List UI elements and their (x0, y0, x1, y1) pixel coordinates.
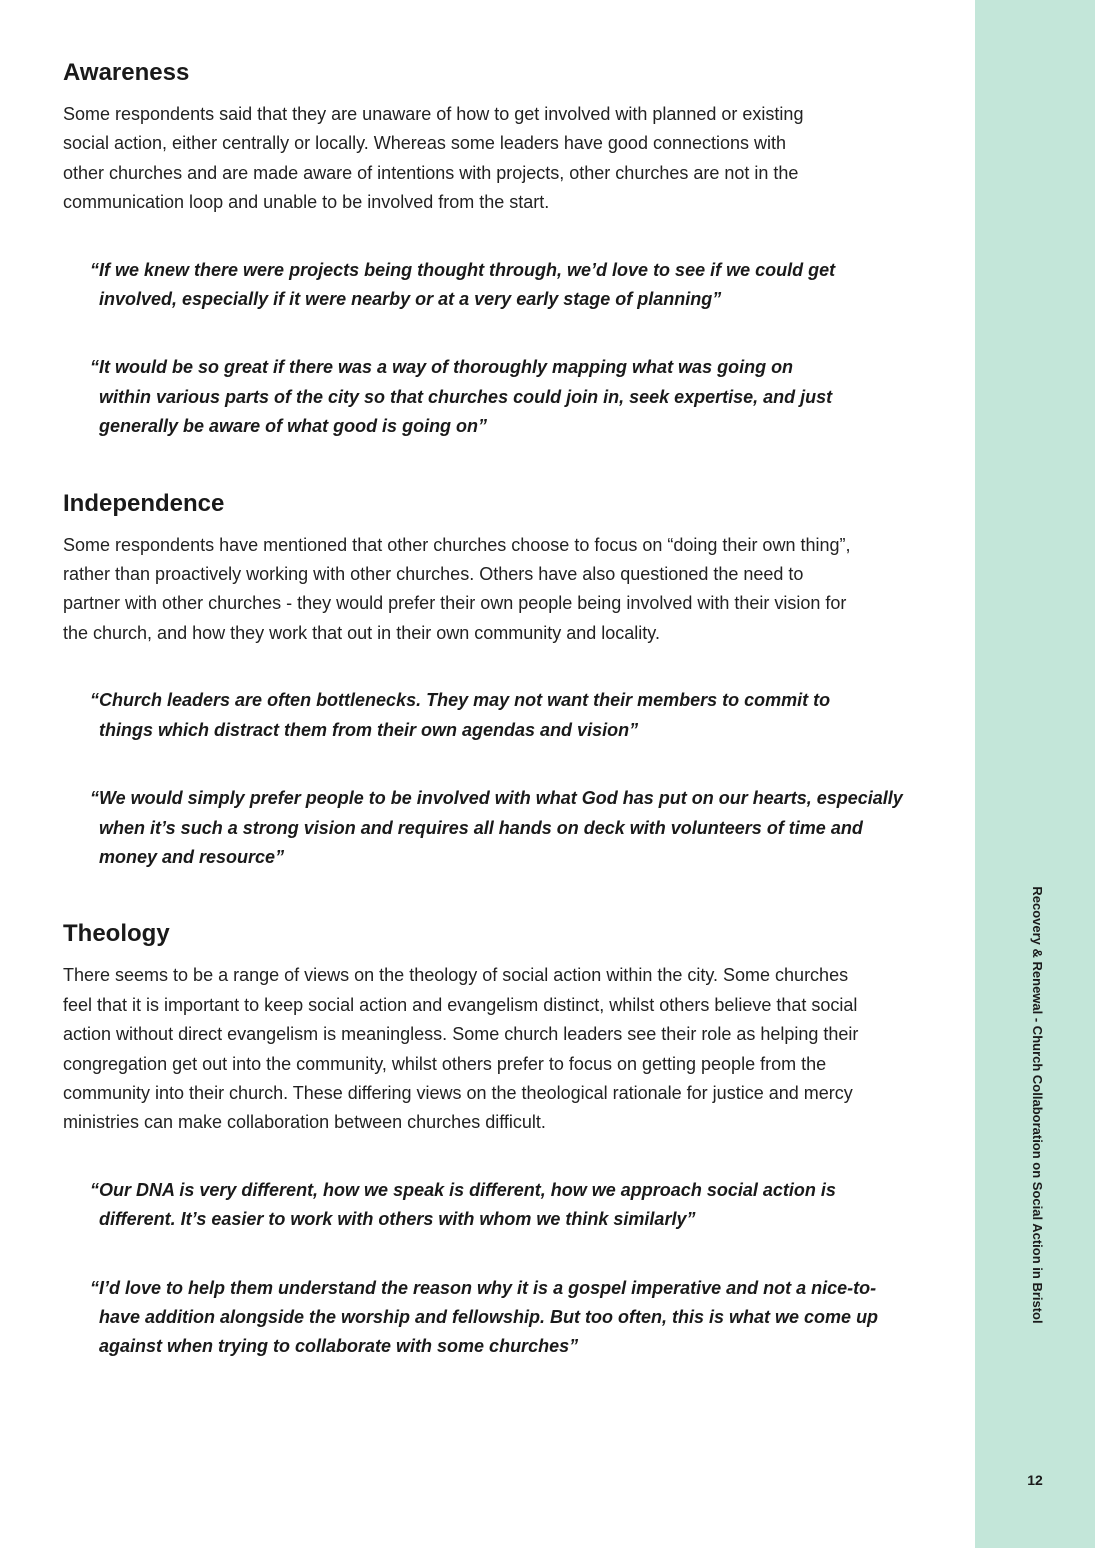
main-content (63, 58, 903, 1362)
quote: “It would be so great if there was a way of thoroughly mapping what was going on within various parts of the city so that churches could join in, seek expertise, and just generally be aware of what good is going on” (90, 357, 833, 437)
section-body: Some respondents said that they are unaware of how to get involved with planned or existing social action, either centrally or locally. Whereas some leaders have good connections with other churches and are made aware of intentions with projects, other churches are not in the communication loop and unable to be involved from the start. (63, 104, 804, 213)
quote: “Our DNA is very different, how we speak is different, how we approach social action is different. It’s easier to work with others with whom we think similarly” (90, 1179, 836, 1230)
quote: “Church leaders are often bottlenecks. They may not want their members to commit to things which distract them from their own agendas and vision” (90, 690, 831, 740)
section-theology (63, 919, 893, 1361)
quote: “If we knew there were projects being thought through, we’d love to see if we could get involved, especially if it were nearby or at a very early stage of planning” (90, 259, 836, 310)
section-body: Some respondents have mentioned that other churches choose to focus on “doing their own thing”, rather than proactively working with other churches. Others have also questioned the need to partner with other churches - they would prefer their own people being involved with their vision for the church, and how they work that out in their own community and locality. (63, 534, 851, 643)
sidebar-document-title: Recovery & Renewal - Church Collaboration on Social Action in Bristol (1030, 886, 1045, 1324)
section-heading: Awareness (63, 59, 190, 86)
quote: “We would simply prefer people to be involved with what God has put on our hearts, especially when it’s such a strong vision and requires all hands on deck with volunteers of time and money and resource” (90, 788, 903, 867)
section-heading: Theology (63, 920, 170, 948)
quote: “I’d love to help them understand the reason why it is a gospel imperative and not a nice-to-have addition alongside the worship and fellowship. But too often, this is what we come up against when trying to collaborate with some churches” (90, 1277, 879, 1357)
section-independence (63, 489, 903, 873)
section-awareness (63, 58, 893, 442)
section-body: There seems to be a range of views on the theology of social action within the city. Some churches feel that it is important to keep social action and evangelism distinct, whilst others believe that social action without direct evangelism is meaningless. Some church leaders see their role as helping their congregation get out into the community, whilst others prefer to focus on getting people from the community into their church. These differing views on the theological rationale for justice and mercy ministries can make collaboration between churches difficult. (63, 965, 859, 1133)
page-number: 12 (1027, 1472, 1043, 1488)
section-heading: Independence (63, 489, 225, 517)
